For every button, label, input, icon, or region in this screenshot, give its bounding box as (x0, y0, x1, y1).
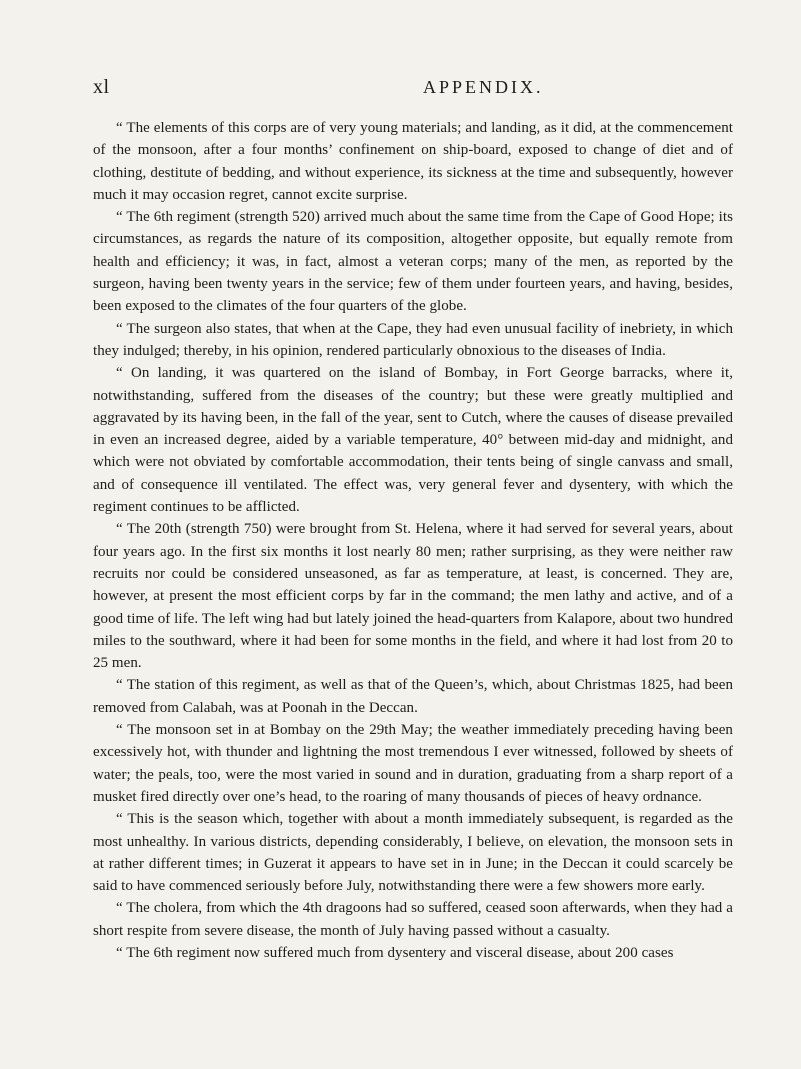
paragraph: “ The cholera, from which the 4th dragoons had so suffered, ceased soon afterwards, when they had a short respite from severe disease, the month of July having passed without a casualty. (93, 900, 733, 939)
paragraph: “ The elements of this corps are of very young materials; and landing, as it did, at the commencement of the monsoon, after a four months’ confinement on ship-board, exposed to change of diet and of clothing, destitute of bedding, and without experience, its sickness at the time and subsequently, however much it may occasion regret, cannot excite surprise. (93, 120, 733, 203)
paragraph: “ The 6th regiment now suffered much from dysentery and visceral disease, about 200 cases (116, 944, 674, 961)
running-head: APPENDIX. (423, 77, 544, 97)
paragraph: “ This is the season which, together with about a month immediately subsequent, is regarded as the most unhealthy. In various districts, depending considerably, I believe, on elevation, the monsoon sets in at rather different times; in Guzerat it appears to have set in in June; in the Deccan it could scarcely be said to have commenced seriously before July, notwithstanding there were a few showers more early. (93, 811, 733, 895)
page-number: xl (93, 76, 110, 98)
paragraph: “ The 6th regiment (strength 520) arrived much about the same time from the Cape of Good Hope; its circumstances, as regards the nature of its composition, altogether opposite, but equally remote from health and efficiency; it was, in fact, almost a veteran corps; many of the men, as reported by the surgeon, having been twenty years in the service; few of them under fourteen years, and having, besides, been exposed to the climates of the four quarters of the globe. (93, 209, 733, 315)
body-text (93, 117, 733, 964)
page-header (93, 76, 733, 102)
paragraph: “ On landing, it was quartered on the island of Bombay, in Fort George barracks, where it, notwithstanding, suffered from the diseases of the country; but these were greatly multiplied and aggravated by its having been, in the fall of the year, sent to Cutch, where the causes of disease prevailed in even an increased degree, aided by a variable temperature, 40° between mid-day and midnight, and which were not obviated by comfortable accommodation, their tents being of single canvass and small, and of consequence ill ventilated. The effect was, very general fever and dysentery, with which the regiment continues to be afflicted. (93, 365, 733, 516)
paragraph: “ The monsoon set in at Bombay on the 29th May; the weather immediately preceding having been excessively hot, with thunder and lightning the most tremendous I ever witnessed, followed by sheets of water; the peals, too, were the most varied in sound and in duration, graduating from a sharp report of a musket fired directly over one’s head, to the roaring of many thousands of pieces of heavy ordnance. (93, 722, 733, 805)
paragraph: “ The 20th (strength 750) were brought from St. Helena, where it had served for several years, about four years ago. In the first six months it lost nearly 80 men; rather surprising, as they were neither raw recruits nor could be considered unseasoned, as far as temperature, at least, is concerned. They are, however, at present the most efficient corps by far in the command; the men lathy and active, and of a good time of life. The left wing had but lately joined the head-quarters from Kalapore, about two hundred miles to the southward, where it had been for some months in the field, and where it had lost from 20 to 25 men. (93, 521, 733, 672)
paragraph: “ The station of this regiment, as well as that of the Queen’s, which, about Christmas 1825, had been removed from Calabah, was at Poonah in the Deccan. (93, 677, 733, 716)
paragraph: “ The surgeon also states, that when at the Cape, they had even unusual facility of inebriety, in which they indulged; thereby, in his opinion, rendered particularly obnoxious to the diseases of India. (93, 320, 733, 359)
